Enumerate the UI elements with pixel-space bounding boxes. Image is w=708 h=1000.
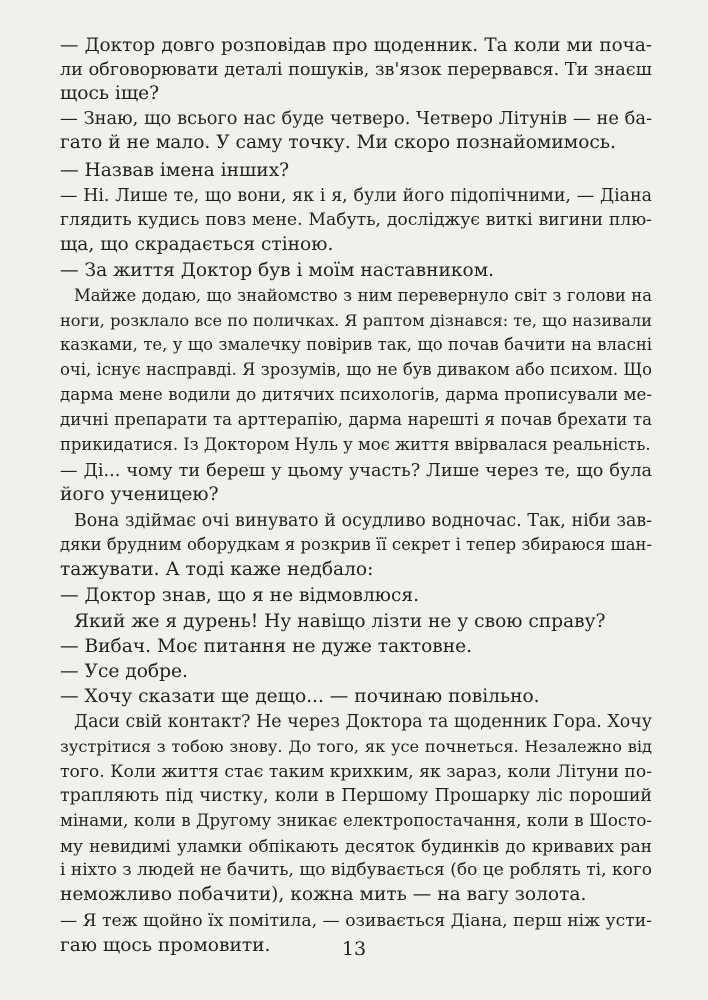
text-line: трапляють під чистку, коли в Першому Прошарку ліс пороший [60, 786, 652, 806]
text-line: ноги, розклало все по поличках. Я раптом дізнався: те, що називали [60, 311, 652, 330]
text-line: — Я теж щойно їх помітила, — озивається Діана, перш ніж усти- [60, 911, 652, 931]
text-line: Даси свій контакт? Не через Доктора та щоденник Гора. Хочу [74, 712, 652, 732]
text-line: дичні препарати та арттерапію, дарма нарешті я почав брехати та [60, 410, 652, 429]
text-line: прикидатися. Із Доктором Нуль у моє життя ввірвалася реальність. [60, 435, 651, 454]
text-line: зустрітися з тобою знову. До того, як усе почнеться. Незалежно від [60, 737, 652, 756]
page-number: 13 [341, 938, 367, 960]
text-line: дяки брудним оборудкам я розкрив її секрет і тепер збираюся шан- [60, 535, 652, 554]
text-line: дарма мене водили до дитячих психологів, дарма прописували ме- [60, 385, 652, 404]
text-line: казками, те, у що змалечку повірив так, що почав бачити на власні [60, 335, 652, 354]
text-line: — Доктор довго розповідав про щоденник. Та коли ми поча- [60, 35, 652, 56]
text-line: його ученицею? [60, 484, 219, 505]
text-line: — Ді... чому ти береш у цьому участь? Лише через те, що була [60, 461, 652, 481]
text-line: — Усе добре. [60, 661, 188, 682]
text-line: глядить кудись повз мене. Мабуть, досліджує виткі вигини плю- [60, 210, 652, 230]
text-line: щось іще? [60, 83, 160, 104]
text-line: і ніхто з людей не бачить, що відбувається (бо це роблять ті, кого [60, 860, 652, 880]
text-line: му невидимі уламки обпікають десяток будинків до кривавих ран [60, 836, 652, 856]
text-line: Вона здіймає очі винувато й осудливо водночас. Так, ніби зав- [74, 511, 652, 531]
text-line: неможливо побачити), кожна мить — на вагу золота. [60, 884, 587, 905]
text-line: гаю щось промовити. [60, 935, 271, 956]
text-line: тажувати. А тоді каже недбало: [60, 559, 374, 580]
text-line: — Хочу сказати ще дещо... — починаю повільно. [60, 686, 540, 707]
text-line: — Назвав імена інших? [60, 160, 290, 181]
text-line: — Ні. Лише те, що вони, як і я, були його підопічними, — Діана [60, 186, 652, 206]
text-line: Який же я дурень! Ну навіщо лізти не у свою справу? [74, 611, 606, 632]
text-line: ща, що скрадається стіною. [60, 234, 334, 255]
text-line: мінами, коли в Другому зникає електропостачання, коли в Шосто- [60, 811, 652, 830]
text-line: того. Коли життя стає таким крихким, як зараз, коли Літуни по- [60, 762, 652, 782]
text-line: Майже додаю, що знайомство з ним перевернуло світ з голови на [74, 286, 652, 305]
text-line: ли обговорювати деталі пошуків, зв'язок перервався. Ти знаєш [60, 60, 652, 80]
text-line: — За життя Доктор був і моїм наставником. [60, 260, 495, 281]
text-line: очі, існує насправді. Я зрозумів, що не був диваком або психом. Що [60, 360, 652, 379]
text-line: гато й не мало. У саму точку. Ми скоро познайомимось. [60, 132, 616, 153]
text-line: — Доктор знав, що я не відмовлюся. [60, 585, 420, 606]
text-line: — Вибач. Моє питання не дуже тактовне. [60, 636, 473, 657]
text-line: — Знаю, що всього нас буде четверо. Четверо Літунів — не ба- [60, 108, 652, 129]
